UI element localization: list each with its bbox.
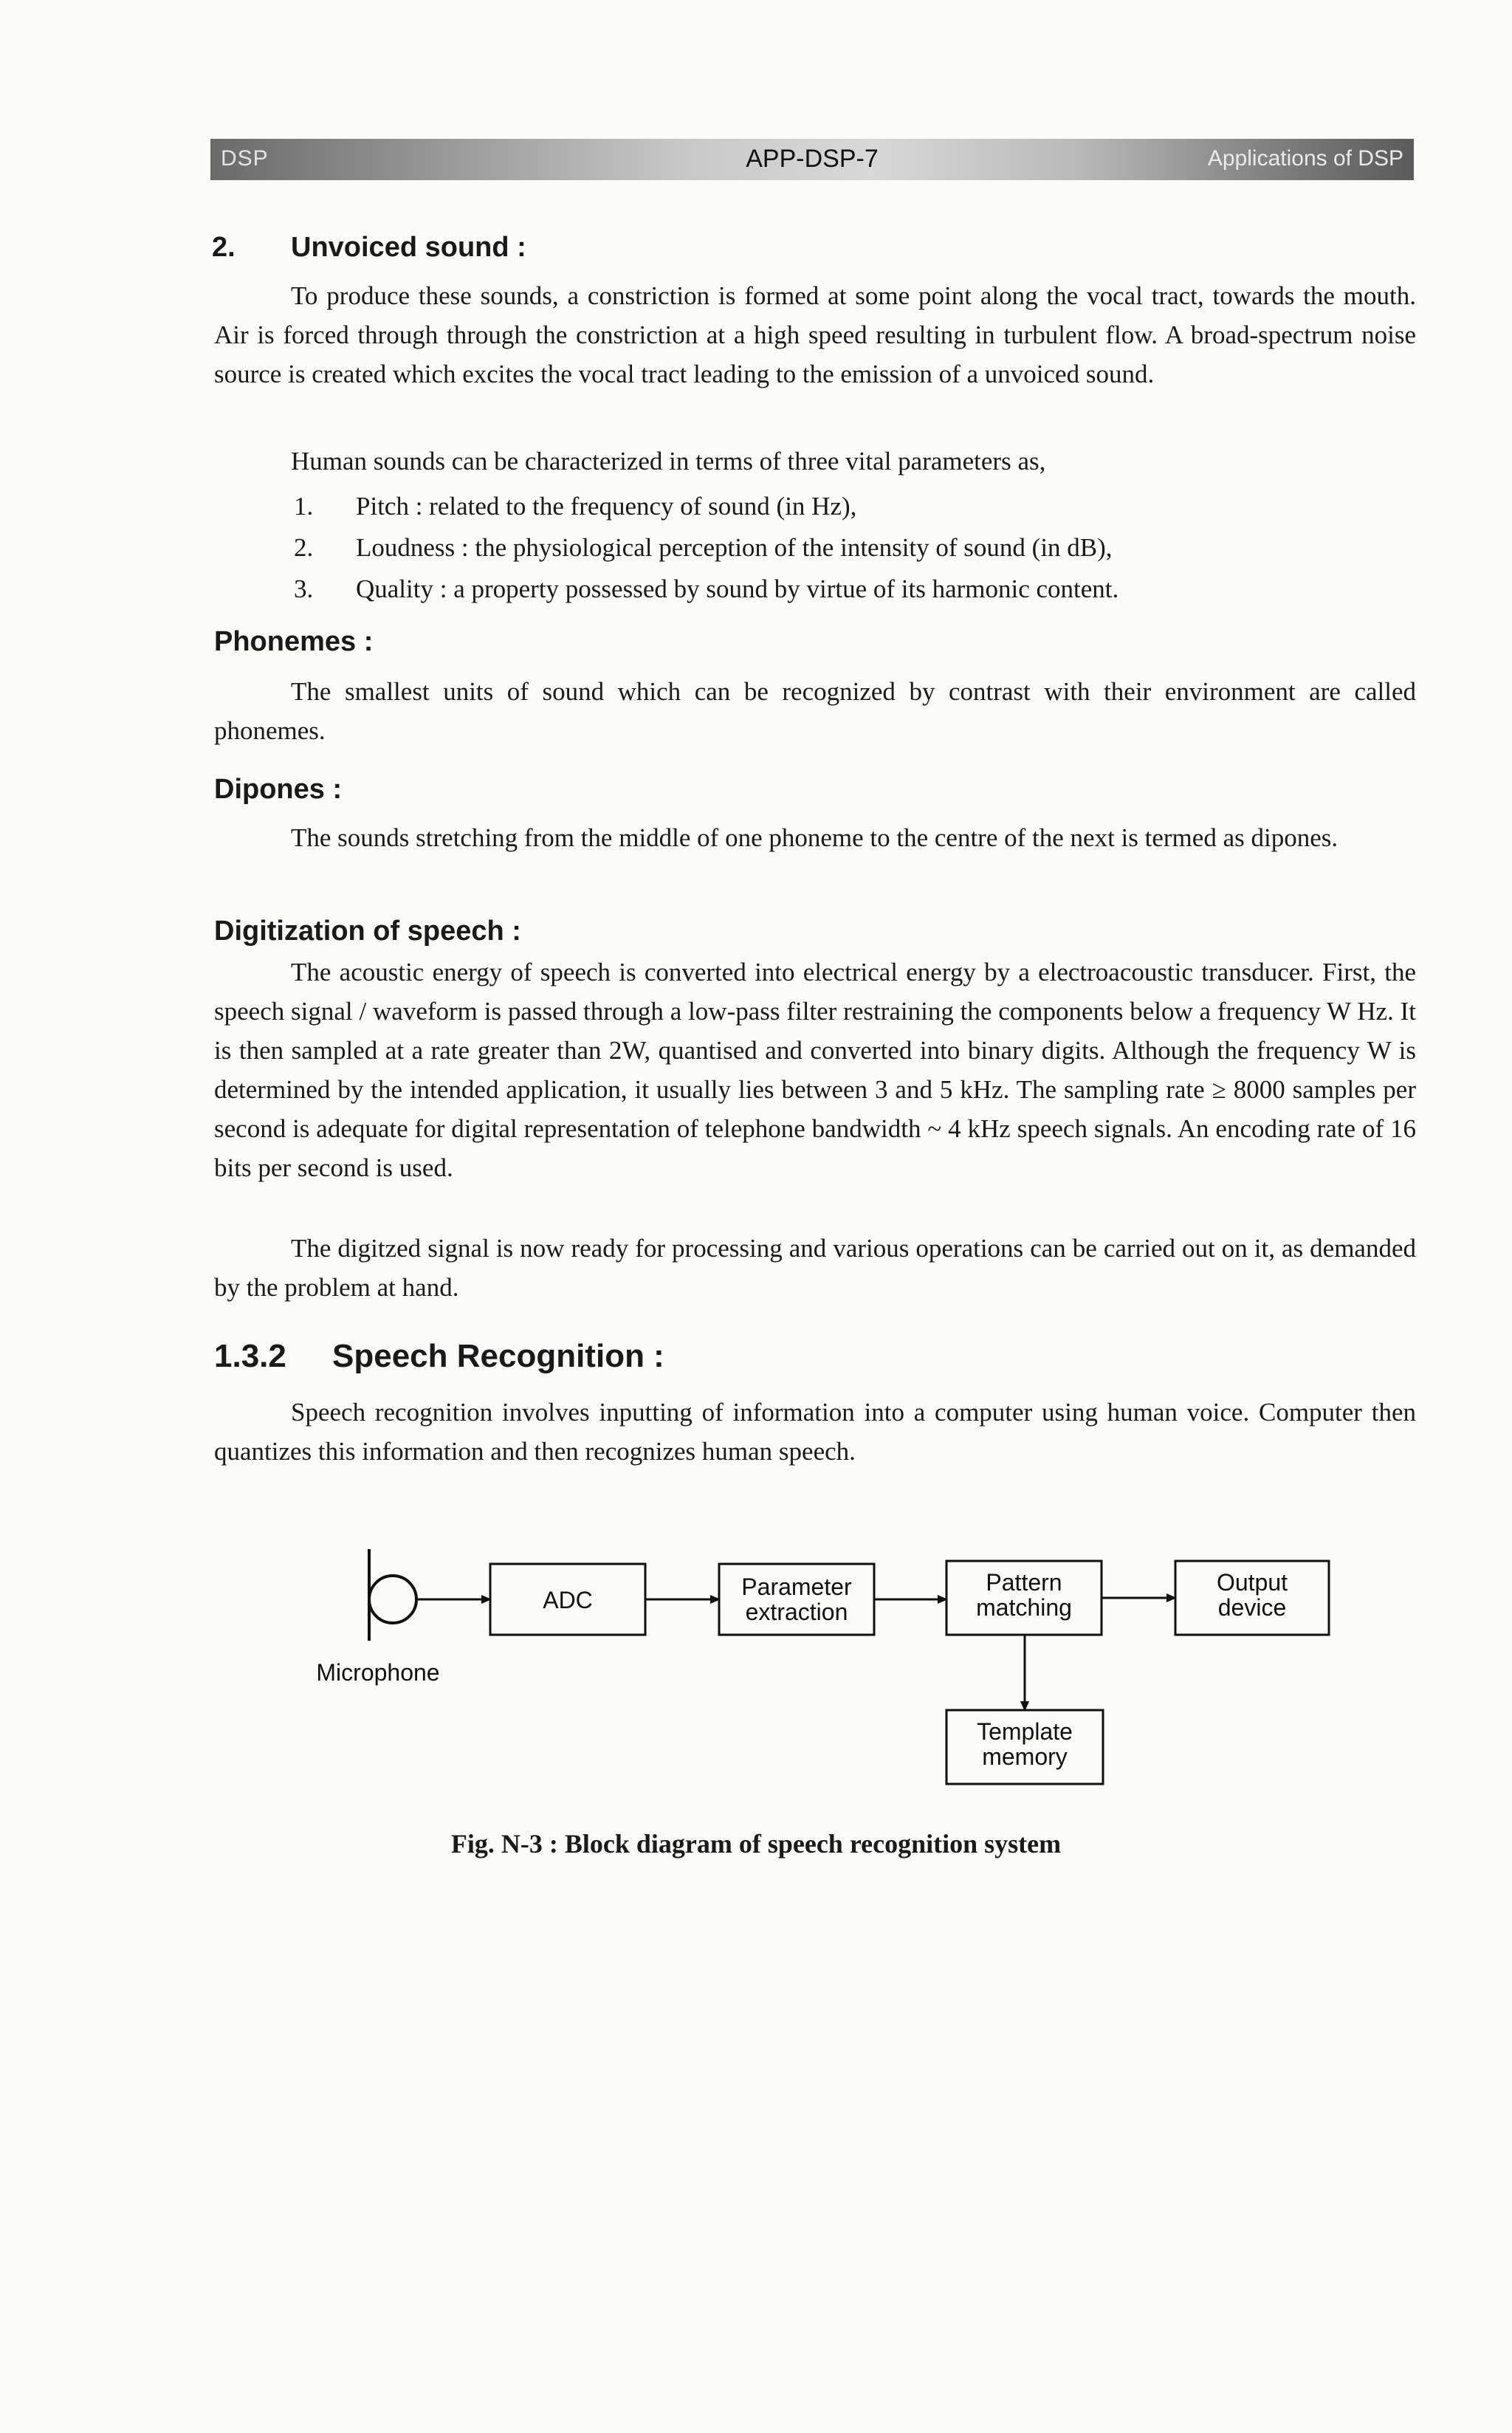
template-memory-label-line2: memory [982, 1743, 1068, 1770]
list-item [294, 569, 1416, 610]
paragraph-digitization [214, 953, 1416, 1187]
pattern-matching-block [946, 1561, 1102, 1635]
output-device-block [1175, 1561, 1329, 1635]
figure-caption: Fig. N-3 : Block diagram of speech recognition system [450, 1829, 1062, 1859]
output-device-label-line1: Output [1216, 1569, 1288, 1596]
header-page-number: APP-DSP-7 [746, 145, 879, 173]
page-header-bar [210, 139, 1414, 180]
adc-block-label: ADC [543, 1587, 593, 1613]
paragraph-phonemes-text: The smallest units of sound which can be recognized by contrast with their environment are called phonemes. [214, 677, 1416, 745]
paragraph-phonemes [214, 672, 1416, 750]
list-item-text: Quality : a property possessed by sound by virtue of its harmonic content. [356, 574, 1119, 603]
list-item-text: Pitch : related to the frequency of sound (in Hz), [356, 492, 857, 521]
parameter-extraction-label-line2: extraction [745, 1599, 848, 1625]
list-item [294, 486, 1416, 527]
header-right-label: Applications of DSP [1207, 146, 1403, 171]
template-memory-block [946, 1710, 1103, 1784]
paragraph-parameters-intro [214, 442, 1416, 481]
paragraph-digitized-signal-text: The digitzed signal is now ready for processing and various operations can be carried out on it, as demanded by the problem at hand. [214, 1234, 1416, 1302]
section-heading-unvoiced: Unvoiced sound : [291, 232, 526, 263]
parameter-extraction-label-line1: Parameter [741, 1574, 852, 1600]
template-memory-label-line1: Template [977, 1718, 1073, 1745]
section-heading-digitization: Digitization of speech : [214, 916, 521, 947]
pattern-matching-label-line2: matching [976, 1594, 1072, 1621]
parameter-extraction-block [719, 1564, 874, 1635]
list-item-number: 2. [294, 533, 314, 562]
header-left-label: DSP [221, 146, 269, 171]
paragraph-digitized-signal [214, 1229, 1416, 1307]
list-item [294, 527, 1416, 569]
speech-recognition-block-diagram [0, 1521, 1512, 1816]
list-item-text: Loudness : the physiological perception of the intensity of sound (in dB), [356, 533, 1113, 562]
paragraph-unvoiced [214, 276, 1416, 394]
list-item-number: 3. [294, 574, 314, 603]
microphone-icon [369, 1549, 416, 1641]
subsection-heading-speech-recognition: Speech Recognition : [332, 1338, 664, 1374]
microphone-label: Microphone [316, 1659, 440, 1686]
paragraph-parameters-intro-text: Human sounds can be characterized in terms of three vital parameters as, [291, 447, 1046, 476]
adc-block [490, 1564, 645, 1635]
paragraph-unvoiced-text: To produce these sounds, a constriction is formed at some point along the vocal tract, towards the mouth. Air is forced through through the constriction at a high speed resulting in turbulent flow. A broad-spectrum noise source is created which excites the vocal tract leading to the emission of a unvoiced sound. [214, 281, 1416, 388]
paragraph-speech-recognition-text: Speech recognition involves inputting of information into a computer using human voice. Computer then quantizes this information and then recognizes human speech. [214, 1398, 1416, 1466]
section-number: 2. [212, 232, 236, 263]
paragraph-digitization-text: The acoustic energy of speech is converted into electrical energy by a electroacoustic transducer. First, the speech signal / waveform is passed through a low-pass filter restraining the components below a frequency W Hz. It is then sampled at a rate greater than 2W, quantised and converted into binary digits. Although the frequency W is determined by the intended application, it usually lies between 3 and 5 kHz. The sampling rate ≥ 8000 samples per second is adequate for digital representation of telephone bandwidth ~ 4 kHz speech signals. An encoding rate of 16 bits per second is used. [214, 958, 1416, 1182]
paragraph-dipones-text: The sounds stretching from the middle of one phoneme to the centre of the next is termed as dipones. [291, 823, 1339, 852]
paragraph-speech-recognition [214, 1393, 1416, 1471]
pattern-matching-label-line1: Pattern [986, 1569, 1062, 1596]
list-item-number: 1. [294, 492, 314, 521]
paragraph-dipones [214, 818, 1416, 857]
subsection-number: 1.3.2 [214, 1338, 286, 1374]
output-device-label-line2: device [1217, 1594, 1287, 1621]
section-heading-phonemes: Phonemes : [214, 626, 374, 657]
section-heading-dipones: Dipones : [214, 774, 343, 805]
